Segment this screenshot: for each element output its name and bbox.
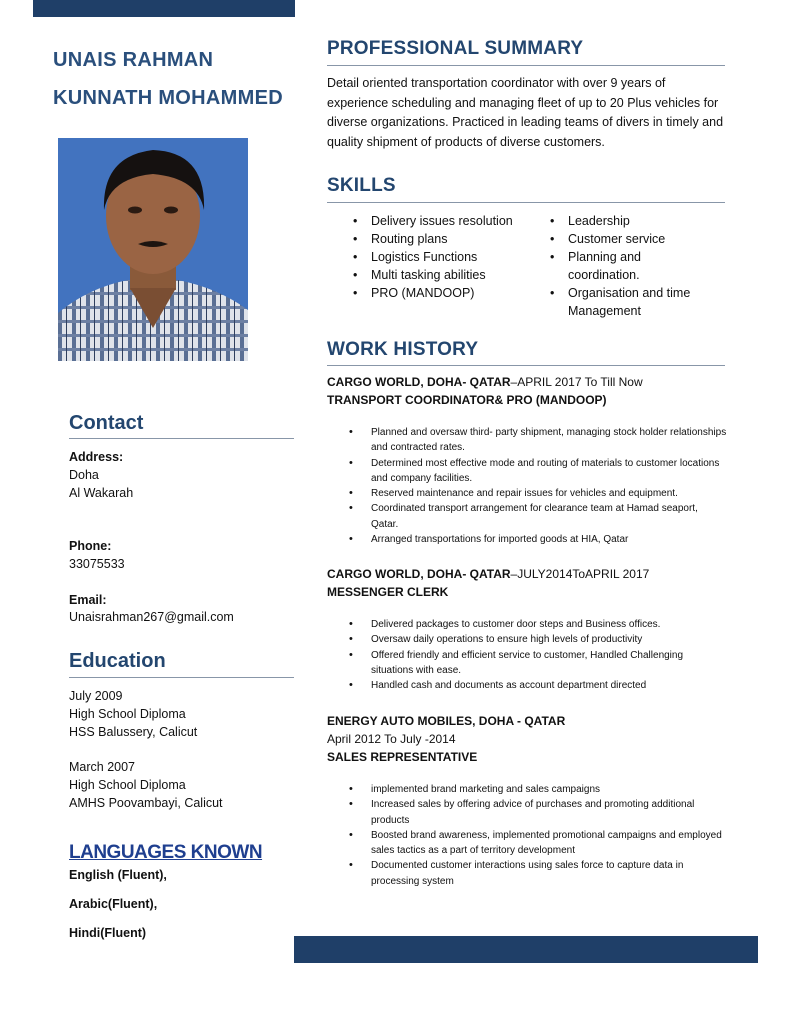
- work-history-heading: WORK HISTORY: [327, 339, 479, 360]
- education-1-degree: High School Diploma: [69, 707, 186, 721]
- phone-value: 33075533: [69, 557, 125, 571]
- skill-item: • Routing plans: [349, 230, 519, 248]
- contact-heading: Contact: [69, 412, 144, 434]
- skill-item: • Delivery issues resolution: [349, 212, 519, 230]
- summary-divider: [327, 65, 725, 66]
- education-1-school: HSS Balussery, Calicut: [69, 725, 198, 739]
- skills-divider: [327, 202, 725, 203]
- skills-column-1: [349, 212, 519, 302]
- job-duty-item: • Documented customer interactions using sales force to capture data in processing system: [327, 858, 727, 889]
- job-duty-item: • Handled cash and documents as account department directed: [327, 678, 727, 693]
- profile-photo: [58, 138, 248, 361]
- skill-item: • Customer service: [546, 230, 716, 248]
- job-dates: –APRIL 2017 To Till Now: [510, 375, 643, 389]
- job-duty-item: • Delivered packages to customer door steps and Business offices.: [327, 617, 727, 632]
- language-arabic: Arabic(Fluent),: [69, 897, 158, 911]
- education-divider: [69, 677, 294, 678]
- job-duties: [327, 617, 727, 693]
- address-line-1: Doha: [69, 468, 99, 482]
- job-duty-item: • implemented brand marketing and sales campaigns: [327, 782, 727, 797]
- job-title: MESSENGER CLERK: [327, 585, 449, 599]
- skill-item: • Leadership: [546, 212, 716, 230]
- name-line-2: KUNNATH MOHAMMED: [53, 87, 283, 109]
- languages-heading: LANGUAGES KNOWN: [69, 842, 263, 863]
- job-company: CARGO WORLD, DOHA- QATAR: [327, 567, 511, 581]
- email-label: Email:: [69, 593, 107, 607]
- skill-item: • Planning and coordination.: [546, 248, 716, 284]
- job-duties: [327, 425, 727, 547]
- address-label: Address:: [69, 450, 124, 464]
- contact-divider: [69, 438, 294, 439]
- phone-label: Phone:: [69, 539, 112, 553]
- skills-heading: SKILLS: [327, 175, 396, 196]
- job-duty-item: • Planned and oversaw third- party shipment, managing stock holder relationships and contracted rates.: [327, 425, 727, 456]
- language-hindi: Hindi(Fluent): [69, 926, 147, 940]
- work-history-divider: [327, 365, 725, 366]
- email-value[interactable]: Unaisrahman267@gmail.com: [69, 610, 234, 624]
- job-dates: –JULY2014ToAPRIL 2017: [510, 567, 650, 581]
- job-duty-item: • Increased sales by offering advice of purchases and promoting additional products: [327, 797, 727, 828]
- job-duty-item: • Offered friendly and efficient service to customer, Handled Challenging situations with ease.: [327, 648, 727, 679]
- job-title: SALES REPRESENTATIVE: [327, 750, 478, 764]
- job-duty-item: • Oversaw daily operations to ensure high levels of productivity: [327, 632, 727, 647]
- job-company: CARGO WORLD, DOHA- QATAR: [327, 375, 511, 389]
- name-line-1: UNAIS RAHMAN: [53, 49, 214, 71]
- job-duty-item: • Reserved maintenance and repair issues for vehicles and equipment.: [327, 486, 727, 501]
- skill-item: • PRO (MANDOOP): [349, 284, 519, 302]
- job-title: TRANSPORT COORDINATOR& PRO (MANDOOP): [327, 393, 607, 407]
- job-duty-item: • Arranged transportations for imported goods at HIA, Qatar: [327, 532, 727, 547]
- skill-item: • Organisation and time Management: [546, 284, 716, 320]
- job-entry-3: [327, 712, 727, 889]
- job-entry-2: [327, 565, 727, 693]
- bottom-accent-bar: [294, 936, 758, 963]
- job-duty-item: • Determined most effective mode and routing of materials to customer locations and company facilities.: [327, 456, 727, 487]
- job-entry-1: [327, 373, 727, 547]
- job-duty-item: • Boosted brand awareness, implemented promotional campaigns and employed sales tactics as a part of territory development: [327, 828, 727, 859]
- education-heading: Education: [69, 650, 166, 672]
- education-2-school: AMHS Poovambayi, Calicut: [69, 796, 223, 810]
- summary-heading: PROFESSIONAL SUMMARY: [327, 38, 584, 59]
- top-accent-bar: [33, 0, 295, 17]
- education-1-date: July 2009: [69, 689, 123, 703]
- job-duties: [327, 782, 727, 889]
- address-line-2: Al Wakarah: [69, 486, 134, 500]
- language-english: English (Fluent),: [69, 868, 167, 882]
- education-2-degree: High School Diploma: [69, 778, 186, 792]
- skill-item: • Multi tasking abilities: [349, 266, 519, 284]
- job-company: ENERGY AUTO MOBILES, DOHA - QATAR: [327, 714, 566, 728]
- job-duty-item: • Coordinated transport arrangement for clearance team at Hamad seaport, Qatar.: [327, 501, 727, 532]
- education-2-date: March 2007: [69, 760, 136, 774]
- skill-item: • Logistics Functions: [349, 248, 519, 266]
- summary-text: Detail oriented transportation coordinator with over 9 years of experience scheduling and managing fleet of up to 20 Plus vehicles for diverse organizations. Practiced in leading teams of divers in timely and quality shipment of products of diverse customers.: [327, 76, 724, 149]
- job-dates: April 2012 To July -2014: [327, 732, 456, 746]
- skills-column-2: [546, 212, 716, 320]
